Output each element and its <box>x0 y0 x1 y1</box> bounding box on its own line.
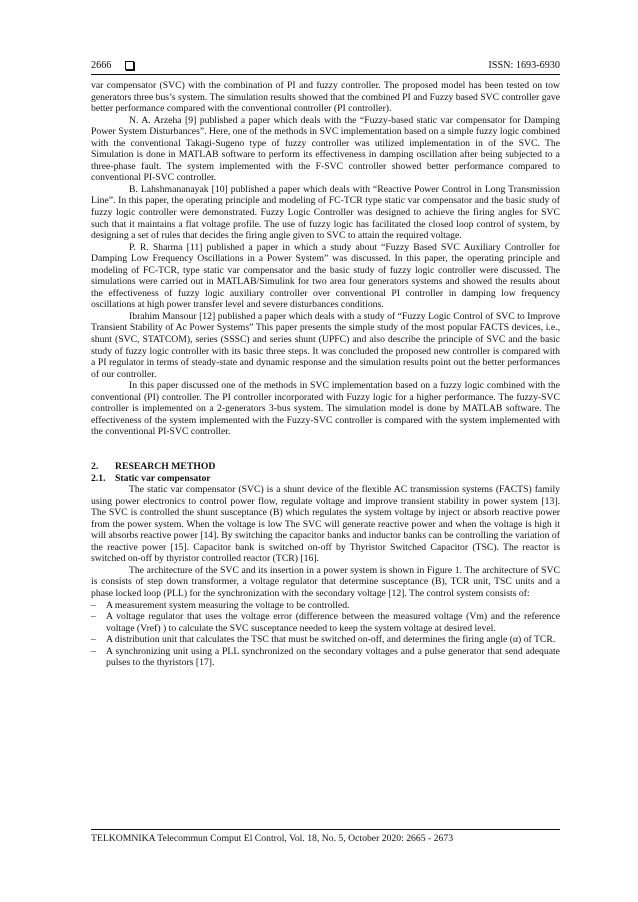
subsection-title: Static var compensator <box>115 472 211 484</box>
list-item <box>91 611 560 634</box>
list-item-text: A synchronizing unit using a PLL synchronized on the secondary voltages and a pulse generator that send adequate pulses to the thyristors [17]. <box>106 645 560 669</box>
list-item <box>91 646 560 669</box>
footer-rule <box>91 829 560 830</box>
header-rule <box>91 74 560 75</box>
body-paragraph: The static var compensator (SVC) is a shunt device of the flexible AC transmission systems (FACTS) family using power electronics to control power flow, regulate voltage and improve transient stability in power system [13]. The SVC is controlled the shunt susceptance (B) which regulates the system voltage by inject or absorb reactive power from the power system. When the voltage is low The SVC will generate reactive power and when the voltage is high it will absorbs reactive power [14]. By switching the capacitor banks and inductor banks can be controlling the variation of the reactive power [15]. Capacitor bank is switched on-off by Thyristor Switched Capacitor (TSC). The reactor is switched on-off by thyristor controlled reactor (TCR) [16]. <box>91 484 560 565</box>
journal-citation: TELKOMNIKA Telecommun Comput El Control, Vol. 18, No. 5, October 2020: 2665 - 2673 <box>91 833 454 844</box>
section-number: 2. <box>91 460 99 472</box>
body-paragraph: In this paper discussed one of the methods in SVC implementation based on a fuzzy logic combined with the conventional (PI) controller. The PI controller incorporated with Fuzzy logic for a higher performance. The fuzzy-SVC controller is implemented on a 2-generators 3-bus system. The simulation model is done by MATLAB software. The effectiveness of the system implemented with the Fuzzy-SVC controller is compared with the system implemented with the conventional PI-SVC controller. <box>91 380 560 438</box>
square-bullet-icon <box>125 61 134 70</box>
list-item <box>91 600 560 612</box>
body-paragraph: var compensator (SVC) with the combination of PI and fuzzy controller. The proposed model has been tested on tow generators three bus’s system. The simulation results showed that the combined PI and Fuzzy based SVC controller gave better performance compared with the conventional controller (PI controller). <box>91 80 560 115</box>
section-gap <box>91 438 560 461</box>
section-title: RESEARCH METHOD <box>115 460 216 472</box>
control-system-list <box>91 600 560 669</box>
body-paragraph: P. R. Sharma [11] published a paper in which a study about “Fuzzy Based SVC Auxiliary Controller for Damping Low Frequency Oscillations in a Power System” was discussed. In this paper, the operating principle and modeling of FC-TCR, type static var compensator and the basic study of fuzzy logic controller were discussed. The simulations were carried out in MATLAB/Simulink for two area four generators systems and showed the results about the effectiveness of fuzzy logic auxiliary controller over conventional PI controller in damping low frequency oscillations at high power transfer level and severe disturbances conditions. <box>91 241 560 311</box>
issn-label: ISSN: 1693-6930 <box>488 60 560 71</box>
subsection-heading <box>91 473 560 485</box>
body-paragraph: N. A. Arzeha [9] published a paper which deals with the “Fuzzy-based static var compensator for Damping Power System Disturbances”. Here, one of the methods in SVC implementation based on a simple fuzzy logic combined with the conventional Takagi-Sugeno type of fuzzy controller was utilized implementation in of the SVC. The Simulation is done in MATLAB software to perform its effectiveness in damping oscillation after being subjected to a three-phase fault. The system implemented with the F-SVC controller showed better performance compared to conventional PI-SVC controller. <box>91 114 560 184</box>
body-paragraph: The architecture of the SVC and its insertion in a power system is shown in Figure 1. The architecture of SVC is consists of step down transformer, a voltage regulator that determine susceptance (B), TCR unit, TSC units and a phase locked loop (PLL) for the synchronization with the secondary voltage [12]. The control system consists of: <box>91 564 560 599</box>
dash-bullet: – <box>91 634 96 646</box>
body-paragraph: Ibrahim Mansour [12] published a paper which deals with a study of “Fuzzy Logic Control of SVC to Improve Transient Stability of Ac Power Systems” This paper presents the simple study of the most popular FACTS devices, i.e., shunt (SVC, STATCOM), series (SSSC) and series shunt (UPFC) and also describe the principle of SVC and the basic study of fuzzy logic controller with its basic three steps. It was concluded the proposed new controller is compared with a PI regulator in terms of steady-state and dynamic response and the simulation results point out the better performances of our controller. <box>91 310 560 380</box>
list-item-text: A voltage regulator that uses the voltage error (difference between the measured voltage (Vm) and the reference voltage (Vref) ) to calculate the SVC susceptance needed to keep the system voltage at desired level. <box>106 611 560 634</box>
list-item-text: A distribution unit that calculates the TSC that must be switched on-off, and determines the firing angle (α) of TCR. <box>106 634 556 646</box>
dash-bullet: – <box>91 611 96 623</box>
dash-bullet: – <box>91 599 96 611</box>
list-item-text: A measurement system measuring the voltage to be controlled. <box>106 599 350 611</box>
page-header <box>91 57 560 75</box>
page-footer <box>91 829 560 844</box>
subsection-number: 2.1. <box>91 472 106 484</box>
list-item <box>91 634 560 646</box>
section-heading <box>91 461 560 473</box>
article-body <box>91 80 560 669</box>
dash-bullet: – <box>91 645 96 657</box>
page-number: 2666 <box>91 60 112 71</box>
body-paragraph: B. Lahshmananayak [10] published a paper which deals with “Reactive Power Control in Long Transmission Line”. In this paper, the operating principle and modeling of FC-TCR type static var compensator and the basic study of fuzzy logic controller were demonstrated. Fuzzy Logic Controller was designed to achieve the firing angles for SVC such that it maintains a flat voltage profile. The use of fuzzy logic has facilitated the closed loop control of system, by designing a set of rules that decides the firing angle given to SVC to attain the required voltage. <box>91 183 560 242</box>
